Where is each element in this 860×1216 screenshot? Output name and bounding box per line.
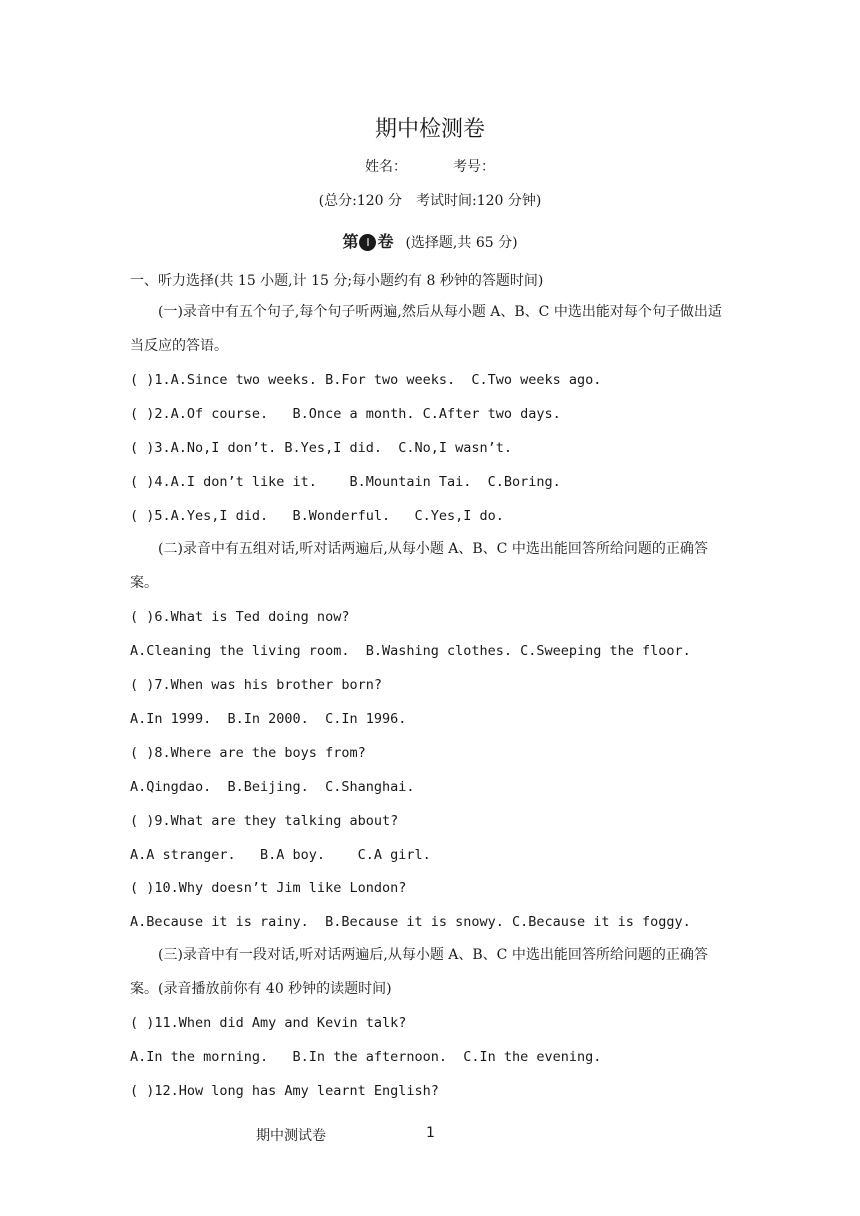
- volume-number-badge: Ⅰ: [359, 234, 376, 251]
- exam-number-label: 考号：: [453, 159, 495, 175]
- total-score: (总分:120 分: [318, 193, 402, 209]
- footer-label: 期中测试卷: [256, 1128, 326, 1144]
- question-item: ( )8.Where are the boys from?: [130, 745, 366, 761]
- question-item: ( )3.A.No,I don’t. B.Yes,I did. C.No,I wasn’t.: [130, 440, 513, 456]
- question-item: ( )10.Why doesn’t Jim like London?: [130, 880, 407, 896]
- page-footer: [256, 1125, 435, 1145]
- page-title: 期中检测卷: [374, 117, 485, 142]
- score-time-line: [0, 190, 860, 210]
- student-info-line: [0, 156, 860, 176]
- answer-options: A.In the morning. B.In the afternoon. C.In the evening.: [130, 1049, 602, 1065]
- volume-subtitle: (选择题,共 65 分): [405, 235, 518, 251]
- part1-instruction: (一)录音中有五个句子,每个句子听两遍,然后从每小题 A、B、C 中选出能对每个句子做出适当反应的答语。: [130, 304, 722, 354]
- answer-options: A.Cleaning the living room. B.Washing clothes. C.Sweeping the floor.: [130, 643, 691, 659]
- answer-options: A.Because it is rainy. B.Because it is snowy. C.Because it is foggy.: [130, 914, 691, 930]
- volume-prefix: 第: [342, 232, 359, 251]
- exam-time: 考试时间:120 分钟): [416, 193, 542, 209]
- answer-options: A.A stranger. B.A boy. C.A girl.: [130, 847, 431, 863]
- question-item: ( )6.What is Ted doing now?: [130, 609, 350, 625]
- answer-options: A.In 1999. B.In 2000. C.In 1996.: [130, 711, 407, 727]
- section-heading: 一、听力选择(共 15 小题,计 15 分;每小题约有 8 秒钟的答题时间): [130, 273, 544, 289]
- volume-suffix: 卷: [377, 232, 394, 251]
- question-item: ( )12.How long has Amy learnt English?: [130, 1083, 439, 1099]
- question-item: ( )9.What are they talking about?: [130, 813, 399, 829]
- question-item: ( )7.When was his brother born?: [130, 677, 382, 693]
- name-label: 姓名：: [365, 159, 407, 175]
- question-item: ( )1.A.Since two weeks. B.For two weeks. C.Two weeks ago.: [130, 372, 602, 388]
- question-item: ( )5.A.Yes,I did. B.Wonderful. C.Yes,I do.: [130, 508, 504, 524]
- question-item: ( )11.When did Amy and Kevin talk?: [130, 1015, 407, 1031]
- volume-heading: [0, 229, 860, 252]
- part2-instruction: (二)录音中有五组对话,听对话两遍后,从每小题 A、B、C 中选出能回答所给问题的正确答案。: [130, 541, 708, 591]
- question-item: ( )2.A.Of course. B.Once a month. C.After two days.: [130, 406, 561, 422]
- part3-instruction: (三)录音中有一段对话,听对话两遍后,从每小题 A、B、C 中选出能回答所给问题的正确答案。(录音播放前你有 40 秒钟的读题时间): [130, 947, 708, 997]
- question-item: ( )4.A.I don’t like it. B.Mountain Tai. C.Boring.: [130, 474, 561, 490]
- page-number: 1: [426, 1125, 435, 1141]
- answer-options: A.Qingdao. B.Beijing. C.Shanghai.: [130, 779, 415, 795]
